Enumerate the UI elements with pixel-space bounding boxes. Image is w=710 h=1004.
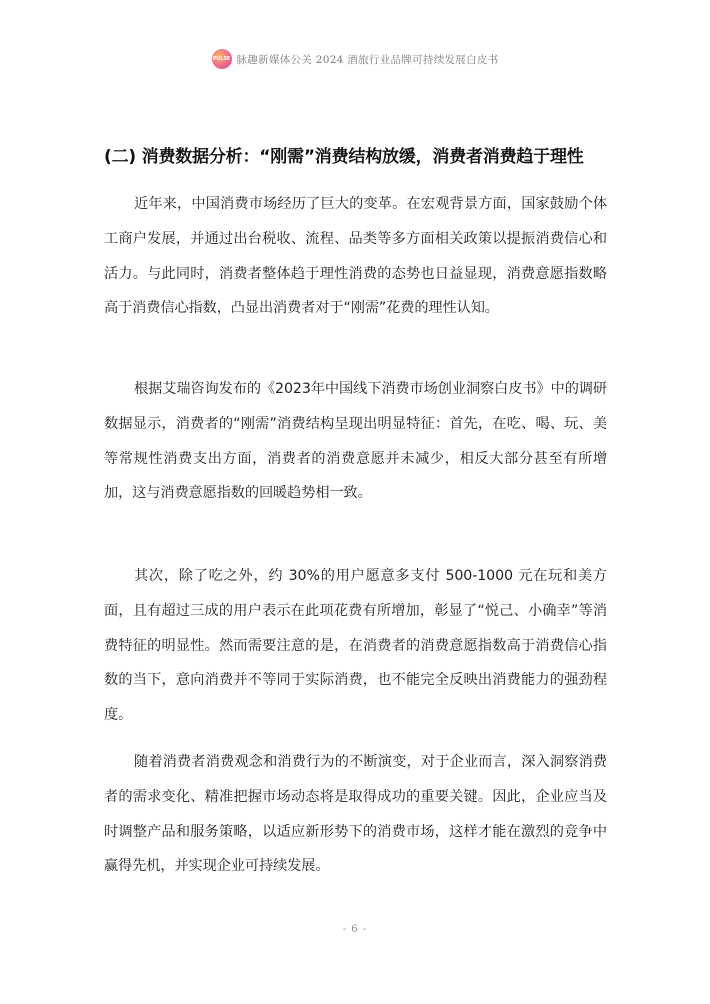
- brand-logo-text: PULSE: [213, 55, 230, 62]
- paragraph-1: 近年来，中国消费市场经历了巨大的变革。在宏观背景方面，国家鼓励个体工商户发展，并通过出台税收、流程、品类等多方面相关政策以提振消费信心和活力。与此同时，消费者整体趋于理性消费的态势也日益显现，消费意愿指数略高于消费信心指数，凸显出消费者对于“刚需”花费的理性认知。: [104, 196, 607, 317]
- paragraph-2: 根据艾瑞咨询发布的《2023年中国线下消费市场创业洞察白皮书》中的调研数据显示，消费者的“刚需”消费结构呈现出明显特征：首先，在吃、喝、玩、美等常规性消费支出方面，消费者的消费意愿并未减少，相反大部分甚至有所增加，这与消费意愿指数的回暖趋势相一致。: [104, 381, 607, 502]
- page-number: - 6 -: [342, 924, 368, 935]
- page-header: [0, 47, 710, 71]
- paragraph-3: 其次，除了吃之外，约 30%的用户愿意多支付 500-1000 元在玩和美方面，且有超过三成的用户表示在此项花费有所增加，彰显了“悦己、小确幸”等消费特征的明显性。然而需要注意的是，在消费者的消费意愿指数高于消费信心指数的当下，意向消费并不等同于实际消费，也不能完全反映出消费能力的强劲程度。: [104, 568, 607, 724]
- paragraph-4: 随着消费者消费观念和消费行为的不断演变，对于企业而言，深入洞察消费者的需求变化、精准把握市场动态将是取得成功的重要关键。因此，企业应当及时调整产品和服务策略，以适应新形势下的消费市场，这样才能在激烈的竞争中赢得先机，并实现企业可持续发展。: [104, 754, 607, 875]
- section-title: (二) 消费数据分析：“刚需”消费结构放缓，消费者消费趋于理性: [104, 147, 584, 167]
- brand-logo-icon: [212, 49, 232, 69]
- header-title: 脉趣新媒体公关 2024 酒旅行业品牌可持续发展白皮书: [236, 53, 499, 66]
